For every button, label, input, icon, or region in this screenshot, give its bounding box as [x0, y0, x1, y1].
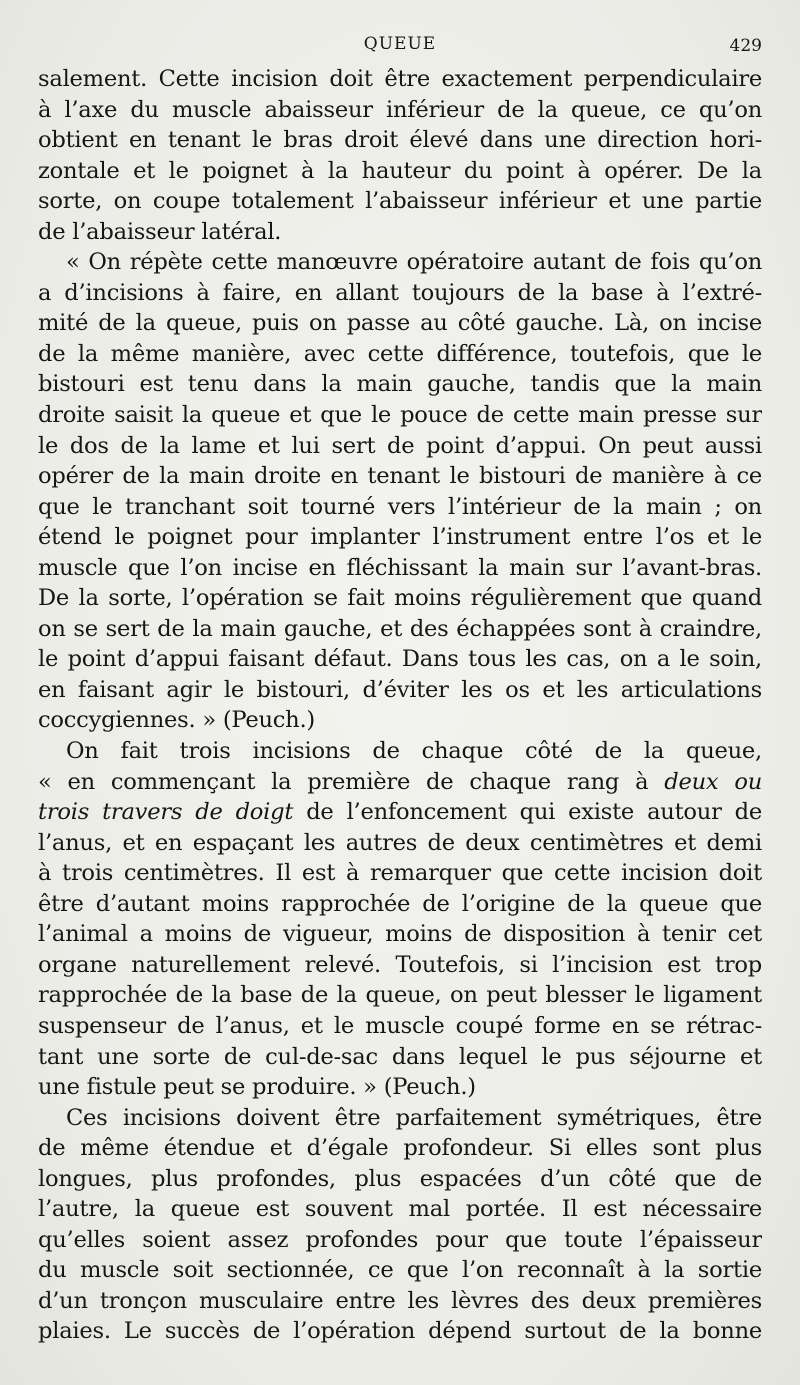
text-line: de la même manière, avec cette différence, toutefois, que le: [38, 340, 762, 367]
paragraph-1: [38, 64, 762, 247]
text-line: « On répète cette manœuvre opératoire autant de fois qu’on: [66, 249, 762, 276]
text-line: salement. Cette incision doit être exactement perpendiculaire: [38, 66, 762, 92]
text-line: de même étendue et d’égale profondeur. Si elles sont plus: [38, 1135, 762, 1162]
text-line: à trois centimètres. Il est à remarquer que cette incision doit: [38, 860, 762, 887]
text-line: coccygiennes. » (Peuch.): [38, 707, 315, 734]
text-line: organe naturellement relevé. Toutefois, si l’incision est trop: [38, 951, 762, 978]
text-line: que le tranchant soit tourné vers l’intérieur de la main ; on: [38, 493, 762, 520]
text-line: mité de la queue, puis on passe au côté gauche. Là, on incise: [38, 310, 762, 337]
text-line: on se sert de la main gauche, et des échappées sont à craindre,: [38, 615, 762, 642]
text-line: On fait trois incisions de chaque côté de la queue,: [66, 738, 762, 765]
text-line: le point d’appui faisant défaut. Dans tous les cas, on a le soin,: [38, 646, 762, 673]
text-line: une fistule peut se produire. » (Peuch.): [38, 1074, 476, 1101]
text-segment: « en commençant la première de chaque rang à: [38, 768, 649, 795]
text-line: rapprochée de la base de la queue, on peut blesser le ligament: [38, 982, 762, 1009]
paragraph-3: [38, 736, 762, 1103]
text-line: opérer de la main droite en tenant le bistouri de manière à ce: [38, 463, 762, 490]
text-line: plaies. Le succès de l’opération dépend surtout de la bonne: [38, 1318, 762, 1345]
italic-text: deux ou: [664, 768, 762, 795]
text-line: [38, 797, 762, 828]
text-line: le dos de la lame et lui sert de point d’appui. On peut aussi: [38, 432, 762, 459]
page-number: 429: [729, 36, 762, 56]
text-line: zontale et le poignet à la hauteur du point à opérer. De la: [38, 157, 762, 184]
text-line: du muscle soit sectionnée, ce que l’on reconnaît à la sortie: [38, 1257, 762, 1284]
body-text: [38, 64, 762, 1347]
paragraph-2: [38, 247, 762, 736]
italic-text: trois travers de doigt: [38, 799, 294, 826]
text-line: sorte, on coupe totalement l’abaisseur inférieur et une partie: [38, 188, 762, 215]
text-line: être d’autant moins rapprochée de l’origine de la queue que: [38, 890, 762, 917]
text-line: droite saisit la queue et que le pouce de cette main presse sur: [38, 402, 762, 429]
text-line: obtient en tenant le bras droit élevé dans une direction hori-: [38, 127, 762, 154]
text-line: qu’elles soient assez profondes pour que toute l’épaisseur: [38, 1226, 762, 1253]
text-line: longues, plus profondes, plus espacées d’un côté que de: [38, 1165, 762, 1192]
text-line: suspenseur de l’anus, et le muscle coupé forme en se rétrac-: [38, 1012, 762, 1039]
running-head: QUEUE: [363, 34, 437, 54]
text-line: bistouri est tenu dans la main gauche, tandis que la main: [38, 371, 762, 398]
text-line: De la sorte, l’opération se fait moins régulièrement que quand: [38, 585, 762, 612]
text-line: Ces incisions doivent être parfaitement symétriques, être: [66, 1104, 762, 1131]
text-line: l’animal a moins de vigueur, moins de disposition à tenir cet: [38, 921, 762, 948]
text-line: l’anus, et en espaçant les autres de deux centimètres et demi: [38, 829, 762, 856]
text-line: muscle que l’on incise en fléchissant la main sur l’avant-bras.: [38, 554, 762, 581]
text-line: à l’axe du muscle abaisseur inférieur de la queue, ce qu’on: [38, 96, 762, 123]
text-line: [38, 767, 762, 798]
text-line: en faisant agir le bistouri, d’éviter les os et les articulations: [38, 676, 762, 703]
text-line: tant une sorte de cul-de-sac dans lequel le pus séjourne et: [38, 1043, 762, 1070]
text-line: l’autre, la queue est souvent mal portée. Il est nécessaire: [38, 1196, 762, 1223]
text-segment: de l’enfoncement qui existe autour de: [306, 799, 762, 826]
text-line: de l’abaisseur latéral.: [38, 218, 282, 245]
page-header: [38, 30, 762, 64]
paragraph-4: [38, 1103, 762, 1347]
text-line: a d’incisions à faire, en allant toujours de la base à l’extré-: [38, 279, 762, 306]
text-line: d’un tronçon musculaire entre les lèvres des deux premières: [38, 1287, 762, 1314]
text-line: étend le poignet pour implanter l’instrument entre l’os et le: [38, 524, 762, 551]
